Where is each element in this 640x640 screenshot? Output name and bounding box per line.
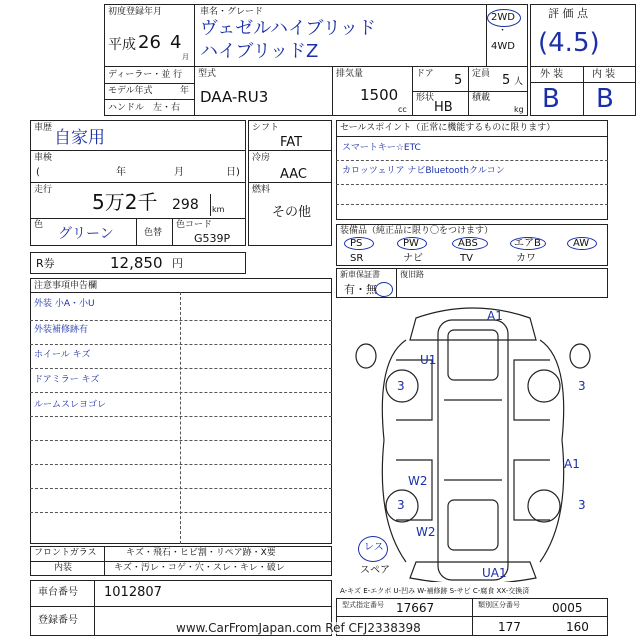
note-item: ホイール キズ <box>34 350 91 360</box>
warranty-circle <box>375 282 393 297</box>
length-number: 177 <box>498 620 521 634</box>
type-spec: 17667 <box>396 601 435 615</box>
equip-item: TV <box>460 253 473 264</box>
equip-item: SR <box>350 253 364 264</box>
damage-tire-rf: 3 <box>578 379 586 393</box>
inspection-year: 年 <box>116 167 126 178</box>
damage-tire-rr: 3 <box>578 498 586 512</box>
equip-item: PW <box>403 238 419 249</box>
load-label: 積載 <box>472 93 491 103</box>
doors: 5 <box>454 73 463 88</box>
handle-label: ハンドル 左・右 <box>108 103 181 113</box>
recycle-label: R券 <box>36 257 55 270</box>
km-unit: km <box>212 205 225 214</box>
spare-label: スペア <box>360 565 390 576</box>
model-code-label: 型式 <box>198 69 217 79</box>
damage-legend: A-キズ E-エクボ U-凹み W-補修跡 S-サビ C-腐食 XX-交換済 <box>340 587 530 595</box>
kg-unit: kg <box>514 105 524 114</box>
reg-date-label: 初度登録年月 <box>108 7 163 17</box>
equip-label: 装備品（純正品に限り〇をつけます） <box>340 226 494 236</box>
damage-tire-lf: 3 <box>397 379 405 393</box>
color: グリーン <box>58 226 114 242</box>
damage-right-side: A1 <box>564 457 580 471</box>
shape: HB <box>434 100 453 115</box>
category: 0005 <box>552 601 583 615</box>
shift-label: シフト <box>252 123 280 133</box>
month-unit: 月 <box>182 53 189 61</box>
recycle-amount: 12,850 <box>110 254 163 272</box>
width-number: 160 <box>566 620 589 634</box>
mileage-rest: 298 <box>172 197 199 213</box>
displacement: 1500 <box>360 86 399 104</box>
interior-grade: B <box>596 84 614 114</box>
inspection-label: 車検 <box>34 153 53 163</box>
equip-item: エアB <box>514 238 541 249</box>
interior-label: 内 装 <box>592 69 616 80</box>
year-suffix: 年 <box>180 86 190 96</box>
exterior-label: 外 装 <box>540 69 564 80</box>
capacity-label: 定員 <box>472 69 491 79</box>
ac: AAC <box>280 167 307 182</box>
frame-number: 1012807 <box>104 585 162 600</box>
car-name: ヴェゼルハイブリッド <box>200 18 377 39</box>
watermark: www.CarFromJapan.com Ref CFJ2338398 <box>176 621 421 635</box>
drive-2wd: 2WD <box>491 12 515 23</box>
history: 自家用 <box>54 128 105 148</box>
era: 平成 <box>108 37 136 53</box>
equip-item: PS <box>350 238 363 249</box>
cc-unit: cc <box>398 105 407 114</box>
color-swap-label: 色替 <box>144 228 163 238</box>
dealer-label: ディーラー・並 行 <box>108 70 183 80</box>
record-label: 復旧路 <box>400 270 424 279</box>
interior-label-bottom: 内装 <box>54 563 73 573</box>
drive-4wd: 4WD <box>491 41 515 52</box>
note-item: 外装補修跡有 <box>34 325 89 335</box>
sales-label: セールスポイント（正常に機能するものに限ります） <box>340 123 556 133</box>
damage-tire-lr: 3 <box>397 498 405 512</box>
notes-section <box>30 278 332 544</box>
color-code: G539P <box>194 232 231 245</box>
warranty-value: 有・無 <box>344 283 377 296</box>
color-code-label: 色コード <box>176 220 213 230</box>
sales-point: カロッツェリア ナビBluetoothクルコン <box>342 166 505 176</box>
doors-label: ドア <box>416 69 434 79</box>
inspection-month: 月 <box>174 167 184 178</box>
spare-circle-text: レス <box>364 542 384 553</box>
interior-text: キズ・汚レ・コゲ・穴・スレ・キレ・破レ <box>114 563 285 573</box>
yen-unit: 円 <box>172 257 183 270</box>
note-item: ドアミラー キズ <box>34 375 100 385</box>
equip-item: AW <box>573 238 590 249</box>
fuel-label: 燃料 <box>252 185 271 195</box>
note-item: 外装 小A・小U <box>34 299 95 309</box>
equip-item: ABS <box>458 238 478 249</box>
mileage-label: 走行 <box>34 185 53 195</box>
glass-text: キズ・飛石・ヒビ割・リペア跡・X要 <box>126 548 276 558</box>
ac-label: 冷房 <box>252 153 271 163</box>
damage-front: A1 <box>487 309 503 323</box>
score-label: 評 価 点 <box>548 7 588 20</box>
drive-dot: ・ <box>498 26 508 36</box>
fuel: その他 <box>272 205 312 220</box>
capacity: 5 <box>502 73 511 88</box>
glass-label: フロントガラス <box>34 548 97 558</box>
shape-label: 形状 <box>416 93 435 103</box>
reg-year: 26 <box>138 32 161 53</box>
damage-left-front: U1 <box>420 353 437 367</box>
model-code: DAA-RU3 <box>200 88 269 106</box>
displacement-label: 排気量 <box>336 69 364 79</box>
grade: ハイブリッドZ <box>200 41 319 62</box>
note-item: ルームスレヨゴレ <box>34 400 107 410</box>
history-label: 車歴 <box>34 123 53 133</box>
inspection-day: 日) <box>226 167 240 178</box>
sales-point: スマートキー☆ETC <box>342 143 421 153</box>
score-value: (4.5) <box>538 28 600 58</box>
inspection-paren: ( <box>36 167 40 178</box>
model-year-label: モデル年式 <box>108 86 153 96</box>
damage-left-rear: W2 <box>408 474 428 488</box>
mileage-man: 5万2千 <box>92 190 158 214</box>
reg-month: 4 <box>170 32 182 53</box>
damage-rear: UA1 <box>482 566 507 580</box>
equip-item: カワ <box>516 253 536 264</box>
damage-left-rear2: W2 <box>416 525 436 539</box>
type-spec-label: 型式指定番号 <box>342 601 384 609</box>
capacity-unit: 人 <box>514 77 524 87</box>
exterior-grade: B <box>542 84 560 114</box>
notes-label: 注意事項申告欄 <box>34 281 98 291</box>
category-label: 類別区分番号 <box>478 601 520 609</box>
shift: FAT <box>280 135 303 150</box>
color-label: 色 <box>34 220 44 230</box>
warranty-label: 新車保証書 <box>340 270 380 279</box>
frame-label: 車台番号 <box>38 587 78 598</box>
reg-number-label: 登録番号 <box>38 615 78 626</box>
equip-item: ナビ <box>403 253 423 264</box>
car-name-label: 車名・グレード <box>200 7 264 17</box>
